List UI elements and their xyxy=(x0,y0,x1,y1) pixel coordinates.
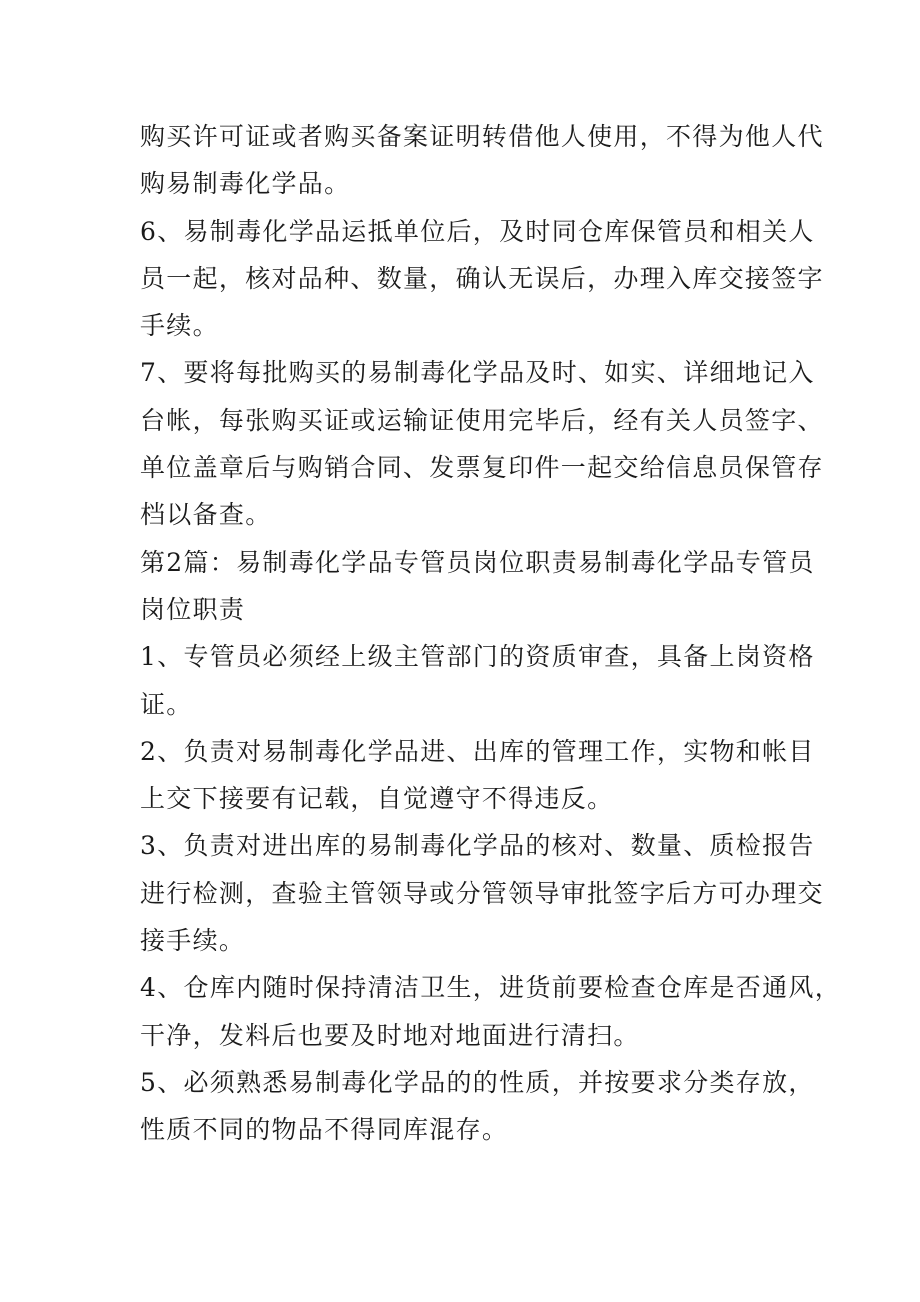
text-line: 购易制毒化学品。 xyxy=(140,169,351,199)
text-line: 2、负责对易制毒化学品进、出库的管理工作，实物和帐目 xyxy=(140,736,815,766)
text-line: 3、负责对进出库的易制毒化学品的核对、数量、质检报告 xyxy=(140,831,815,861)
text-line: 购买许可证或者购买备案证明转借他人使用，不得为他人代 xyxy=(140,122,824,151)
text-line: 接手续。 xyxy=(140,926,246,956)
section-heading: 第2篇：易制毒化学品专管员岗位职责易制毒化学品专管员 xyxy=(140,547,815,577)
text-line: 员一起，核对品种、数量，确认无误后，办理入库交接签字 xyxy=(140,263,824,293)
text-line: 4、仓库内随时保持清洁卫生，进货前要检查仓库是否通风， xyxy=(140,973,842,1003)
text-line: 上交下接要有记载，自觉遵守不得违反。 xyxy=(140,784,614,814)
text-line: 6、易制毒化学品运抵单位后，及时同仓库保管员和相关人 xyxy=(140,216,815,246)
text-line: 档以备查。 xyxy=(140,500,272,530)
section-heading: 岗位职责 xyxy=(140,594,246,624)
text-line: 性质不同的物品不得同库混存。 xyxy=(140,1115,509,1145)
text-line: 1、专管员必须经上级主管部门的资质审查，具备上岗资格 xyxy=(140,642,815,672)
text-line: 手续。 xyxy=(140,311,219,341)
text-line: 台帐，每张购买证或运输证使用完毕后，经有关人员签字、 xyxy=(140,405,824,435)
text-line: 干净，发料后也要及时地对地面进行清扫。 xyxy=(140,1020,640,1050)
document-body xyxy=(140,113,842,1154)
text-line: 5、必须熟悉易制毒化学品的的性质，并按要求分类存放， xyxy=(140,1067,815,1097)
text-line: 证。 xyxy=(140,689,193,719)
text-line: 单位盖章后与购销合同、发票复印件一起交给信息员保管存 xyxy=(140,453,824,483)
text-line: 进行检测，查验主管领导或分管领导审批签字后方可办理交 xyxy=(140,878,824,908)
text-line: 7、要将每批购买的易制毒化学品及时、如实、详细地记入 xyxy=(140,358,815,388)
